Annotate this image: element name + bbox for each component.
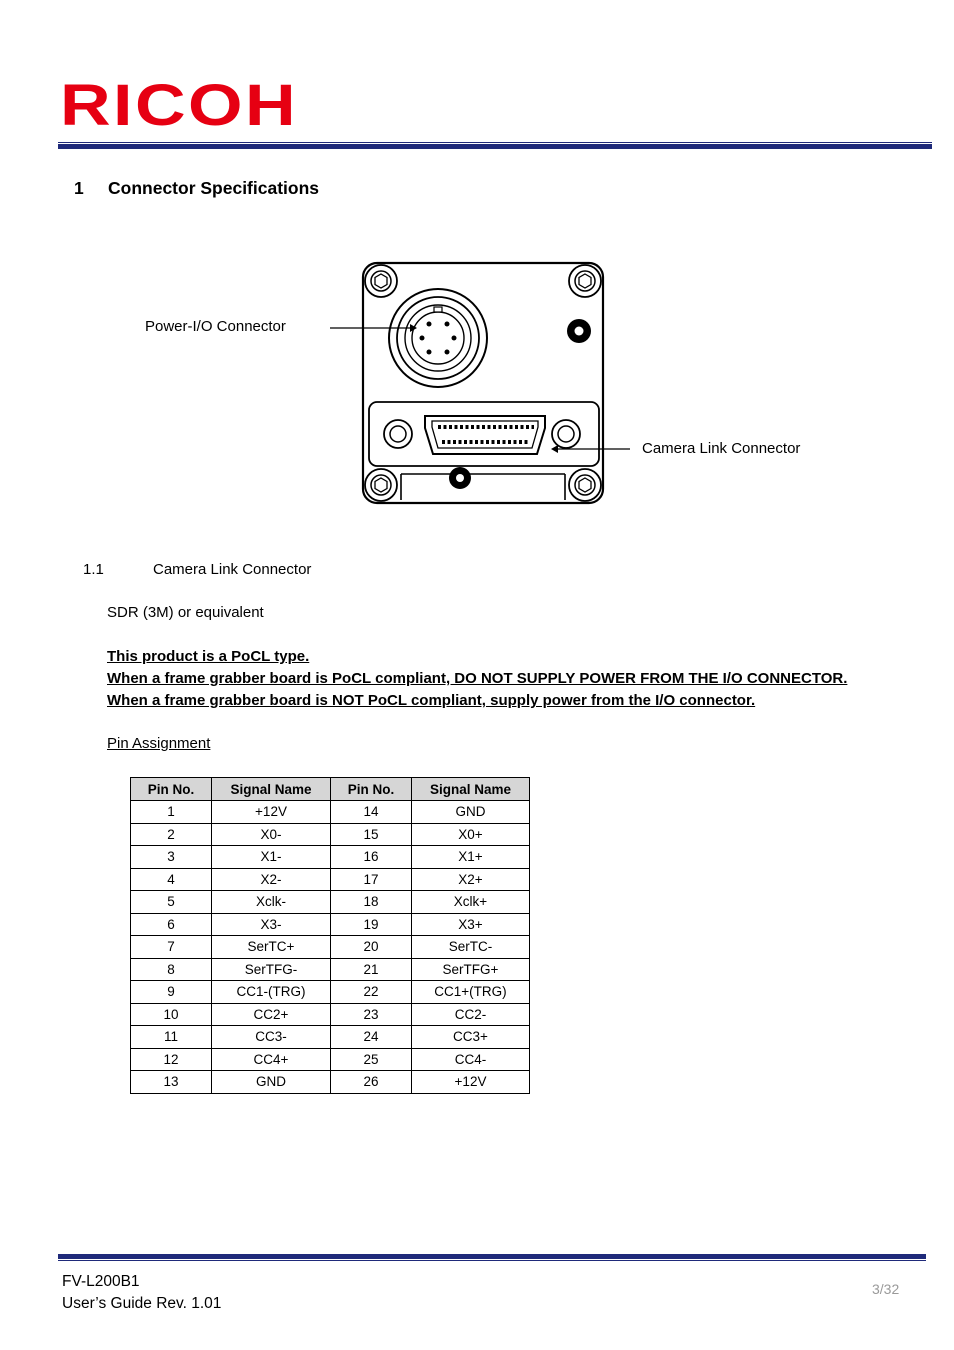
subsection-heading	[83, 561, 311, 578]
pocl-note-1: This product is a PoCL type.	[107, 648, 310, 665]
signal-cell: CC2+	[212, 1003, 331, 1026]
pin-assignment-table	[130, 777, 530, 1094]
table-row	[131, 1026, 530, 1049]
callout-lines	[320, 315, 640, 465]
signal-cell: X1-	[212, 846, 331, 869]
pin-cell: 7	[131, 936, 212, 959]
signal-cell: X1+	[412, 846, 530, 869]
pin-cell: 2	[131, 823, 212, 846]
table-header-row	[131, 778, 530, 801]
table-row	[131, 801, 530, 824]
ricoh-logo	[60, 76, 300, 132]
pin-cell: 4	[131, 868, 212, 891]
signal-cell: GND	[412, 801, 530, 824]
pin-cell: 21	[331, 958, 412, 981]
table-row	[131, 846, 530, 869]
subsection-number: 1.1	[83, 561, 104, 578]
signal-cell: Xclk+	[412, 891, 530, 914]
pin-cell: 18	[331, 891, 412, 914]
table-row	[131, 1071, 530, 1094]
signal-cell: X2+	[412, 868, 530, 891]
pin-cell: 14	[331, 801, 412, 824]
signal-cell: CC2-	[412, 1003, 530, 1026]
header-pin-no: Pin No.	[131, 778, 212, 801]
section-heading	[74, 178, 319, 199]
signal-cell: +12V	[412, 1071, 530, 1094]
signal-cell: X3+	[412, 913, 530, 936]
footer-guide-revision: User’s Guide Rev. 1.01	[62, 1295, 222, 1312]
pin-cell: 13	[131, 1071, 212, 1094]
table-row	[131, 868, 530, 891]
power-io-label: Power-I/O Connector	[145, 318, 286, 335]
table-row	[131, 1003, 530, 1026]
signal-cell: X0-	[212, 823, 331, 846]
signal-cell: GND	[212, 1071, 331, 1094]
pin-cell: 9	[131, 981, 212, 1004]
pin-cell: 17	[331, 868, 412, 891]
signal-cell: +12V	[212, 801, 331, 824]
signal-cell: X0+	[412, 823, 530, 846]
pocl-note-3: When a frame grabber board is NOT PoCL compliant, supply power from the I/O connector.	[107, 692, 756, 709]
signal-cell: CC4-	[412, 1048, 530, 1071]
pin-cell: 16	[331, 846, 412, 869]
pin-cell: 20	[331, 936, 412, 959]
pin-cell: 6	[131, 913, 212, 936]
mount-hole-icon	[449, 467, 471, 489]
footer-model: FV-L200B1	[62, 1273, 140, 1290]
signal-cell: CC1+(TRG)	[412, 981, 530, 1004]
signal-cell: SerTC+	[212, 936, 331, 959]
signal-cell: X2-	[212, 868, 331, 891]
header-pin-no: Pin No.	[331, 778, 412, 801]
pin-cell: 15	[331, 823, 412, 846]
table-row	[131, 891, 530, 914]
signal-cell: CC1-(TRG)	[212, 981, 331, 1004]
table-row	[131, 936, 530, 959]
pin-cell: 24	[331, 1026, 412, 1049]
signal-cell: Xclk-	[212, 891, 331, 914]
logo-wordmark: RICOH	[60, 76, 298, 132]
signal-cell: CC3+	[412, 1026, 530, 1049]
table-row	[131, 913, 530, 936]
section-number: 1	[74, 178, 84, 198]
pin-cell: 5	[131, 891, 212, 914]
section-title: Connector Specifications	[108, 178, 320, 198]
pin-cell: 12	[131, 1048, 212, 1071]
table-row	[131, 958, 530, 981]
connector-type-text: SDR (3M) or equivalent	[107, 604, 264, 621]
signal-cell: X3-	[212, 913, 331, 936]
subsection-title: Camera Link Connector	[153, 561, 312, 578]
camera-link-label: Camera Link Connector	[642, 440, 801, 457]
table-row	[131, 981, 530, 1004]
signal-cell: CC4+	[212, 1048, 331, 1071]
pin-cell: 19	[331, 913, 412, 936]
pin-cell: 26	[331, 1071, 412, 1094]
pin-cell: 23	[331, 1003, 412, 1026]
pin-cell: 11	[131, 1026, 212, 1049]
page-number: 3/32	[872, 1281, 900, 1297]
signal-cell: CC3-	[212, 1026, 331, 1049]
pin-cell: 22	[331, 981, 412, 1004]
header-rule	[58, 142, 932, 150]
pin-assignment-label: Pin Assignment	[107, 735, 211, 752]
pin-cell: 3	[131, 846, 212, 869]
signal-cell: SerTC-	[412, 936, 530, 959]
pin-cell: 25	[331, 1048, 412, 1071]
footer-rule	[58, 1254, 926, 1262]
pocl-note-2: When a frame grabber board is PoCL compliant, DO NOT SUPPLY POWER FROM THE I/O CONNECTOR.	[107, 670, 848, 687]
pin-cell: 1	[131, 801, 212, 824]
header-signal-name: Signal Name	[212, 778, 331, 801]
table-row	[131, 823, 530, 846]
signal-cell: SerTFG-	[212, 958, 331, 981]
table-row	[131, 1048, 530, 1071]
header-signal-name: Signal Name	[412, 778, 530, 801]
signal-cell: SerTFG+	[412, 958, 530, 981]
pin-cell: 8	[131, 958, 212, 981]
pin-cell: 10	[131, 1003, 212, 1026]
